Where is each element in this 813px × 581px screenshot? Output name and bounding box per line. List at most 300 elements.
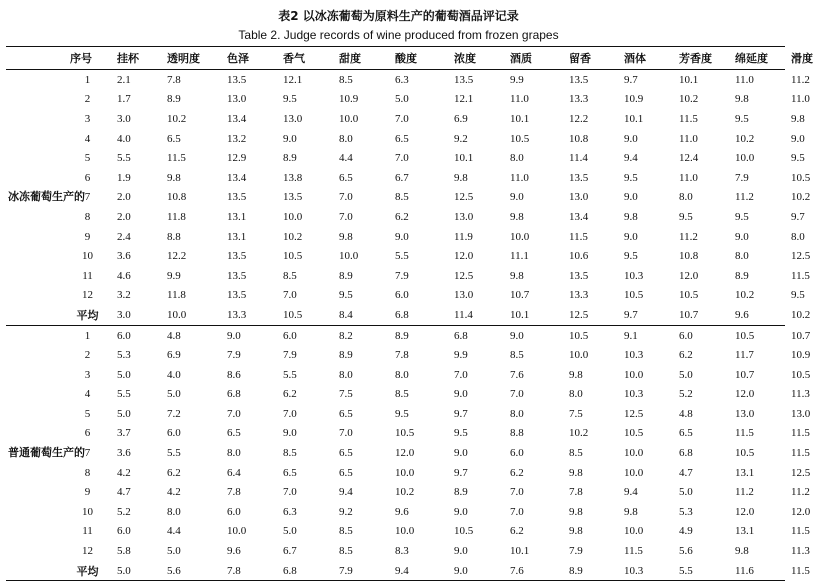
table-cell: 10.0 <box>510 230 530 243</box>
column-header: 芳香度 <box>673 47 729 70</box>
average-cell: 11.6 <box>729 561 785 581</box>
average-cell: 8.9 <box>563 561 618 581</box>
average-cell: 8.4 <box>339 308 353 321</box>
table-cell: 13.5 <box>227 73 247 86</box>
table-cell: 9.9 <box>510 73 524 86</box>
table-row: 8 2.0 11.8 13.1 10.0 7.0 6.2 13.0 9.8 13.4 9.8 9.5 9.5 9.7 <box>6 207 785 227</box>
table-cell: 6.8 <box>227 388 241 401</box>
table-cell: 11.7 <box>735 349 754 362</box>
table-cell: 13.5 <box>569 171 589 184</box>
table-cell: 7.0 <box>454 368 468 381</box>
table-cell: 6.9 <box>167 349 181 362</box>
table-cell: 7.0 <box>339 191 353 204</box>
table-cell: 6.0 <box>117 525 131 538</box>
table-cell: 13.5 <box>454 73 474 86</box>
table-cell: 9.8 <box>167 171 181 184</box>
table-cell: 10.0 <box>624 466 644 479</box>
row-index: 12 <box>82 289 93 302</box>
table-cell: 7.0 <box>510 388 524 401</box>
table-row: 12 5.8 5.0 9.6 6.7 8.5 8.3 9.0 10.1 7.9 11.5 5.6 9.8 11.3 <box>6 541 785 561</box>
table-cell: 10.1 <box>624 112 644 125</box>
table-row: 9 2.4 8.8 13.1 10.2 9.8 9.0 11.9 10.0 11.5 9.0 11.2 9.0 8.0 <box>6 227 785 247</box>
table-cell: 9.0 <box>624 191 638 204</box>
table-cell: 6.5 <box>339 466 353 479</box>
table-cell: 9.7 <box>454 466 468 479</box>
table-cell: 9.0 <box>221 325 277 345</box>
table-cell: 4.8 <box>161 325 221 345</box>
table-row: 6 1.9 9.8 13.4 13.8 6.5 6.7 9.8 11.0 13.5 9.5 11.0 7.9 10.5 <box>6 168 785 188</box>
table-cell: 9.8 <box>624 505 638 518</box>
table-cell: 4.9 <box>679 525 693 538</box>
column-header: 色泽 <box>221 47 277 70</box>
table-cell: 5.8 <box>117 545 131 558</box>
table-cell: 13.5 <box>283 191 303 204</box>
table-cell: 12.1 <box>454 93 474 106</box>
table-cell: 10.5 <box>729 325 785 345</box>
table-cell: 6.5 <box>227 427 241 440</box>
table-cell: 2.0 <box>117 210 131 223</box>
table-cell: 9.8 <box>339 230 353 243</box>
table-cell: 10.5 <box>624 427 644 440</box>
table-row: 7 3.6 5.5 8.0 8.5 6.5 12.0 9.0 6.0 8.5 10.0 6.8 10.5 11.5 <box>6 443 785 463</box>
column-header: 留香 <box>563 47 618 70</box>
table-cell: 10.3 <box>624 388 644 401</box>
table-cell: 7.0 <box>395 112 409 125</box>
average-cell: 5.6 <box>161 561 221 581</box>
table-cell: 10.1 <box>510 112 530 125</box>
table-cell: 9.0 <box>454 505 468 518</box>
table-cell: 6.0 <box>395 289 409 302</box>
table-cell: 6.0 <box>510 447 524 460</box>
table-cell: 6.0 <box>167 427 181 440</box>
table-row: 3 5.0 4.0 8.6 5.5 8.0 8.0 7.0 7.6 9.8 10.0 5.0 10.7 10.5 <box>6 365 785 385</box>
table-cell: 10.0 <box>339 112 359 125</box>
average-label: 平均 <box>76 308 99 322</box>
average-cell: 9.7 <box>624 308 638 321</box>
table-cell: 10.5 <box>735 447 755 460</box>
table-cell: 7.9 <box>569 545 583 558</box>
average-cell: 11.4 <box>454 308 473 321</box>
table-row: 12 3.2 11.8 13.5 7.0 9.5 6.0 13.0 10.7 13.3 10.5 10.5 10.2 9.5 <box>6 286 785 306</box>
table-cell: 10.8 <box>569 132 589 145</box>
table-cell: 8.8 <box>510 427 524 440</box>
table-cell: 7.9 <box>735 171 749 184</box>
table-header <box>6 47 813 70</box>
row-index: 3 <box>84 112 91 125</box>
table-cell: 1.7 <box>117 93 131 106</box>
table-cell: 6.3 <box>283 505 297 518</box>
table-cell: 10.5 <box>283 250 303 263</box>
table-cell: 11.0 <box>735 73 754 86</box>
table-cell: 8.5 <box>395 191 409 204</box>
table-cell: 11.1 <box>510 250 529 263</box>
table-cell: 9.8 <box>735 545 749 558</box>
table-row: 3 3.0 10.2 13.4 13.0 10.0 7.0 6.9 10.1 12.2 10.1 11.5 9.5 9.8 <box>6 109 785 129</box>
table-cell: 10.3 <box>624 349 644 362</box>
table-cell: 9.0 <box>283 132 297 145</box>
table-cell: 6.0 <box>227 505 241 518</box>
table-cell: 6.5 <box>167 132 181 145</box>
table-row: 普通葡萄生产的 1 6.0 4.8 9.0 6.0 8.2 8.9 6.8 9.0 10.5 9.1 6.0 10.5 10.7 <box>6 325 785 345</box>
column-header: 酸度 <box>389 47 448 70</box>
row-index: 2 <box>84 93 91 106</box>
table-cell: 8.3 <box>395 545 409 558</box>
row-index: 9 <box>84 486 91 499</box>
table-cell: 9.8 <box>454 171 468 184</box>
table-cell: 10.5 <box>510 132 530 145</box>
table-cell: 2.4 <box>117 230 131 243</box>
table-cell: 9.5 <box>395 407 409 420</box>
table-cell: 13.4 <box>227 171 247 184</box>
table-cell: 7.6 <box>510 368 524 381</box>
table-cell: 2.0 <box>117 191 131 204</box>
table-cell: 9.5 <box>624 171 638 184</box>
table-cell: 9.5 <box>679 210 693 223</box>
table-cell: 8.9 <box>339 349 353 362</box>
table-cell: 13.2 <box>227 132 247 145</box>
table-cell: 10.0 <box>569 349 589 362</box>
table-cell: 9.0 <box>735 230 749 243</box>
table-cell: 11.9 <box>454 230 473 243</box>
average-cell: 10.3 <box>618 561 673 581</box>
table-cell: 6.8 <box>448 325 504 345</box>
table-cell: 9.1 <box>618 325 673 345</box>
table-cell: 11.8 <box>167 210 186 223</box>
table-cell: 7.5 <box>339 388 353 401</box>
table-cell: 6.2 <box>395 210 409 223</box>
table-cell: 8.9 <box>283 152 297 165</box>
table-cell: 13.5 <box>227 191 247 204</box>
table-cell: 7.9 <box>395 269 409 282</box>
table-cell: 13.4 <box>227 112 247 125</box>
table-cell: 4.8 <box>679 407 693 420</box>
column-header: 序号 <box>64 47 111 70</box>
table-cell: 5.5 <box>395 250 409 263</box>
table-cell: 9.8 <box>510 269 524 282</box>
table-cell: 7.9 <box>227 349 241 362</box>
table-cell: 6.5 <box>679 427 693 440</box>
row-index: 11 <box>82 525 93 538</box>
average-cell: 10.5 <box>283 308 303 321</box>
table-cell: 8.0 <box>510 152 524 165</box>
table-cell: 9.0 <box>454 447 468 460</box>
table-cell: 12.0 <box>735 505 755 518</box>
table-cell: 6.8 <box>679 447 693 460</box>
average-cell: 7.9 <box>333 561 389 581</box>
table-cell: 10.2 <box>395 486 415 499</box>
table-cell: 7.0 <box>283 486 297 499</box>
table-cell: 6.7 <box>395 171 409 184</box>
table-cell: 13.8 <box>283 171 303 184</box>
column-header: 浓度 <box>448 47 504 70</box>
table-cell: 10.0 <box>227 525 247 538</box>
table-cell: 10.5 <box>395 427 415 440</box>
row-index: 12 <box>82 545 93 558</box>
table-cell: 5.5 <box>117 152 131 165</box>
table-cell: 8.6 <box>227 368 241 381</box>
table-cell: 6.5 <box>339 407 353 420</box>
table-cell: 10.0 <box>339 250 359 263</box>
table-cell: 5.0 <box>117 407 131 420</box>
table-cell: 12.0 <box>395 447 415 460</box>
table-cell: 3.0 <box>117 112 131 125</box>
table-row: 9 4.7 4.2 7.8 7.0 9.4 10.2 8.9 7.0 7.8 9.4 5.0 11.2 11.2 <box>6 482 785 502</box>
table-title-english: Table 2. Judge records of wine produced from frozen grapes <box>238 28 559 42</box>
table-row: 2 5.3 6.9 7.9 7.9 8.9 7.8 9.9 8.5 10.0 10.3 6.2 11.7 10.9 <box>6 345 785 365</box>
table-cell: 8.0 <box>339 132 353 145</box>
table-title-chinese: 表2 以冰冻葡萄为原料生产的葡萄酒品评记录 <box>278 9 519 23</box>
table-cell: 4.4 <box>339 152 353 165</box>
column-header: 酒质 <box>504 47 563 70</box>
table-cell: 9.2 <box>454 132 468 145</box>
table-cell: 8.5 <box>339 73 353 86</box>
table-cell: 12.2 <box>167 250 187 263</box>
row-index: 4 <box>84 132 91 145</box>
average-cell: 10.7 <box>679 308 699 321</box>
table-row: 11 4.6 9.9 13.5 8.5 8.9 7.9 12.5 9.8 13.5 10.3 12.0 8.9 11.5 <box>6 266 785 286</box>
table-cell: 3.6 <box>117 250 131 263</box>
column-header <box>6 47 64 70</box>
table-row: 11 6.0 4.4 10.0 5.0 8.5 10.0 10.5 6.2 9.8 10.0 4.9 13.1 11.5 <box>6 522 785 542</box>
table-cell: 9.5 <box>735 112 749 125</box>
average-cell: 10.1 <box>510 308 530 321</box>
table-cell: 6.5 <box>339 447 353 460</box>
table-cell: 6.0 <box>111 325 161 345</box>
average-cell: 3.0 <box>117 308 131 321</box>
table-cell: 13.4 <box>569 210 589 223</box>
table-cell: 9.8 <box>735 93 749 106</box>
row-index: 5 <box>84 407 91 420</box>
table-cell: 9.5 <box>283 93 297 106</box>
table-cell: 6.7 <box>283 545 297 558</box>
table-cell: 11.5 <box>569 230 588 243</box>
table-cell: 8.5 <box>283 269 297 282</box>
table-cell: 8.9 <box>167 93 181 106</box>
table-row: 5 5.5 11.5 12.9 8.9 4.4 7.0 10.1 8.0 11.4 9.4 12.4 10.0 9.5 <box>6 148 785 168</box>
table-body <box>6 70 811 581</box>
table-cell: 5.0 <box>395 93 409 106</box>
average-label: 平均 <box>64 561 111 581</box>
table-cell: 11.0 <box>510 93 529 106</box>
table-cell: 13.0 <box>454 210 474 223</box>
table-cell: 9.4 <box>624 486 638 499</box>
table-cell: 8.2 <box>333 325 389 345</box>
table-cell: 7.0 <box>510 486 524 499</box>
table-cell: 10.1 <box>510 545 530 558</box>
table-cell: 6.2 <box>679 349 693 362</box>
column-header: 香气 <box>277 47 333 70</box>
table-cell: 7.2 <box>167 407 181 420</box>
row-index: 5 <box>84 152 91 165</box>
table-cell: 12.0 <box>454 250 474 263</box>
table-cell: 9.7 <box>624 73 638 86</box>
table-cell: 4.7 <box>117 486 131 499</box>
table-cell: 4.6 <box>117 269 131 282</box>
table-cell: 13.5 <box>569 73 589 86</box>
table-cell: 13.3 <box>569 93 589 106</box>
table-cell: 12.0 <box>735 388 755 401</box>
table-cell: 13.5 <box>569 269 589 282</box>
table-cell: 5.5 <box>167 447 181 460</box>
table-cell: 8.9 <box>389 325 448 345</box>
table-cell: 8.9 <box>735 269 749 282</box>
column-header: 绵延度 <box>729 47 785 70</box>
table-cell: 9.0 <box>504 325 563 345</box>
table-cell: 11.2 <box>679 230 698 243</box>
table-cell: 13.1 <box>227 230 247 243</box>
table-cell: 10.2 <box>283 230 303 243</box>
table-cell: 8.5 <box>283 447 297 460</box>
table-cell: 10.5 <box>679 289 699 302</box>
table-cell: 9.5 <box>735 210 749 223</box>
average-cell: 7.8 <box>221 561 277 581</box>
table-cell: 10.0 <box>624 447 644 460</box>
table-cell: 8.5 <box>569 447 583 460</box>
table-cell: 12.0 <box>679 269 699 282</box>
table-cell: 10.1 <box>679 73 699 86</box>
row-index: 8 <box>84 466 91 479</box>
row-index: 11 <box>82 269 93 282</box>
table-cell: 10.9 <box>624 93 644 106</box>
table-cell: 9.0 <box>510 191 524 204</box>
table-cell: 10.6 <box>569 250 589 263</box>
table-cell: 13.0 <box>227 93 247 106</box>
table-cell: 9.0 <box>454 388 468 401</box>
table-cell: 10.3 <box>624 269 644 282</box>
table-cell: 6.2 <box>283 388 297 401</box>
table-cell: 8.9 <box>454 486 468 499</box>
table-cell: 11.2 <box>735 486 754 499</box>
table-cell: 11.5 <box>679 112 698 125</box>
average-cell: 9.4 <box>389 561 448 581</box>
table-cell: 10.2 <box>735 289 755 302</box>
table-cell: 6.5 <box>339 171 353 184</box>
table-cell: 9.2 <box>339 505 353 518</box>
average-cell: 12.5 <box>569 308 589 321</box>
table-cell: 7.8 <box>395 349 409 362</box>
table-cell: 9.0 <box>395 230 409 243</box>
table-cell: 13.1 <box>735 525 755 538</box>
row-index: 8 <box>84 210 91 223</box>
table-cell: 6.0 <box>673 325 729 345</box>
table-cell: 9.4 <box>624 152 638 165</box>
table-cell: 12.2 <box>569 112 589 125</box>
table-row: 4 5.5 5.0 6.8 6.2 7.5 8.5 9.0 7.0 8.0 10.3 5.2 12.0 11.3 <box>6 385 785 405</box>
table-cell: 10.7 <box>510 289 530 302</box>
table-cell: 8.0 <box>227 447 241 460</box>
table-cell: 9.8 <box>569 505 583 518</box>
table-cell: 10.7 <box>735 368 755 381</box>
table-cell: 8.0 <box>569 388 583 401</box>
table-cell: 9.5 <box>454 427 468 440</box>
table-cell: 10.0 <box>283 210 303 223</box>
average-cell: 13.3 <box>227 308 247 321</box>
table-cell: 8.0 <box>510 407 524 420</box>
row-index: 10 <box>82 505 93 518</box>
average-row: 平均 3.0 10.0 13.3 10.5 8.4 6.8 11.4 10.1 12.5 9.7 10.7 9.6 10.2 <box>6 305 785 325</box>
table-cell: 7.0 <box>395 152 409 165</box>
table-cell: 8.0 <box>679 191 693 204</box>
row-index: 1 <box>84 73 91 86</box>
table-cell: 10.2 <box>569 427 589 440</box>
table-cell: 5.0 <box>167 388 181 401</box>
table-cell: 13.0 <box>454 289 474 302</box>
table-cell: 7.0 <box>227 407 241 420</box>
table-cell: 8.0 <box>339 368 353 381</box>
table-cell: 4.4 <box>167 525 181 538</box>
table-cell: 6.5 <box>283 466 297 479</box>
table-cell: 13.5 <box>227 289 247 302</box>
table-cell: 10.0 <box>735 152 755 165</box>
column-header: 透明度 <box>161 47 221 70</box>
table-cell: 9.9 <box>454 349 468 362</box>
table-row: 冰冻葡萄生产的 1 2.1 7.8 13.5 12.1 8.5 6.3 13.5 9.9 13.5 9.7 10.1 11.0 11.2 <box>6 70 785 90</box>
table-cell: 10.2 <box>679 93 699 106</box>
table-cell: 3.6 <box>117 447 131 460</box>
table-cell: 9.5 <box>339 289 353 302</box>
row-index: 10 <box>82 250 93 263</box>
table-cell: 4.0 <box>117 132 131 145</box>
table-cell: 10.0 <box>395 466 415 479</box>
table-cell: 9.7 <box>454 407 468 420</box>
table-cell: 3.7 <box>117 427 131 440</box>
table-cell: 6.4 <box>227 466 241 479</box>
row-index: 6 <box>84 171 91 184</box>
table-cell: 9.6 <box>227 545 241 558</box>
table-cell: 9.8 <box>569 466 583 479</box>
row-index: 2 <box>84 349 91 362</box>
average-row: 平均 5.0 5.6 7.8 6.8 7.9 9.4 9.0 7.6 8.9 10.3 5.5 11.6 11.5 <box>6 561 785 581</box>
table-cell: 7.8 <box>227 486 241 499</box>
row-index: 4 <box>84 388 91 401</box>
table-cell: 8.9 <box>339 269 353 282</box>
table-cell: 13.5 <box>227 269 247 282</box>
table-cell: 11.2 <box>735 191 754 204</box>
row-index: 6 <box>84 427 91 440</box>
table-cell: 13.5 <box>227 250 247 263</box>
table-cell: 10.1 <box>454 152 474 165</box>
table-row: 8 4.2 6.2 6.4 6.5 6.5 10.0 9.7 6.2 9.8 10.0 4.7 13.1 12.5 <box>6 463 785 483</box>
table-cell: 5.5 <box>117 388 131 401</box>
average-cell: 9.0 <box>448 561 504 581</box>
table-cell: 8.5 <box>510 349 524 362</box>
table-row: 5 5.0 7.2 7.0 7.0 6.5 9.5 9.7 8.0 7.5 12.5 4.8 13.0 13.0 <box>6 404 785 424</box>
table-cell: 5.6 <box>679 545 693 558</box>
table-cell: 5.0 <box>679 368 693 381</box>
average-cell: 5.5 <box>673 561 729 581</box>
table-cell: 9.0 <box>624 132 638 145</box>
table-cell: 10.5 <box>624 289 644 302</box>
table-cell: 9.8 <box>569 525 583 538</box>
table-row: 7 2.0 10.8 13.5 13.5 7.0 8.5 12.5 9.0 13.0 9.0 8.0 11.2 10.2 <box>6 188 785 208</box>
table-cell: 9.4 <box>339 486 353 499</box>
row-index: 7 <box>84 191 91 204</box>
average-cell: 5.0 <box>111 561 161 581</box>
table-cell: 10.5 <box>454 525 474 538</box>
table-cell: 4.7 <box>679 466 693 479</box>
table-cell: 6.0 <box>277 325 333 345</box>
table-cell: 8.0 <box>735 250 749 263</box>
table-cell: 4.0 <box>167 368 181 381</box>
table-cell: 5.2 <box>679 388 693 401</box>
average-cell: 7.6 <box>504 561 563 581</box>
row-index: 9 <box>84 230 91 243</box>
table-cell: 9.0 <box>624 230 638 243</box>
average-cell: 6.8 <box>277 561 333 581</box>
table-cell: 9.0 <box>283 427 297 440</box>
table-cell: 8.5 <box>339 545 353 558</box>
table-cell: 4.2 <box>167 486 181 499</box>
